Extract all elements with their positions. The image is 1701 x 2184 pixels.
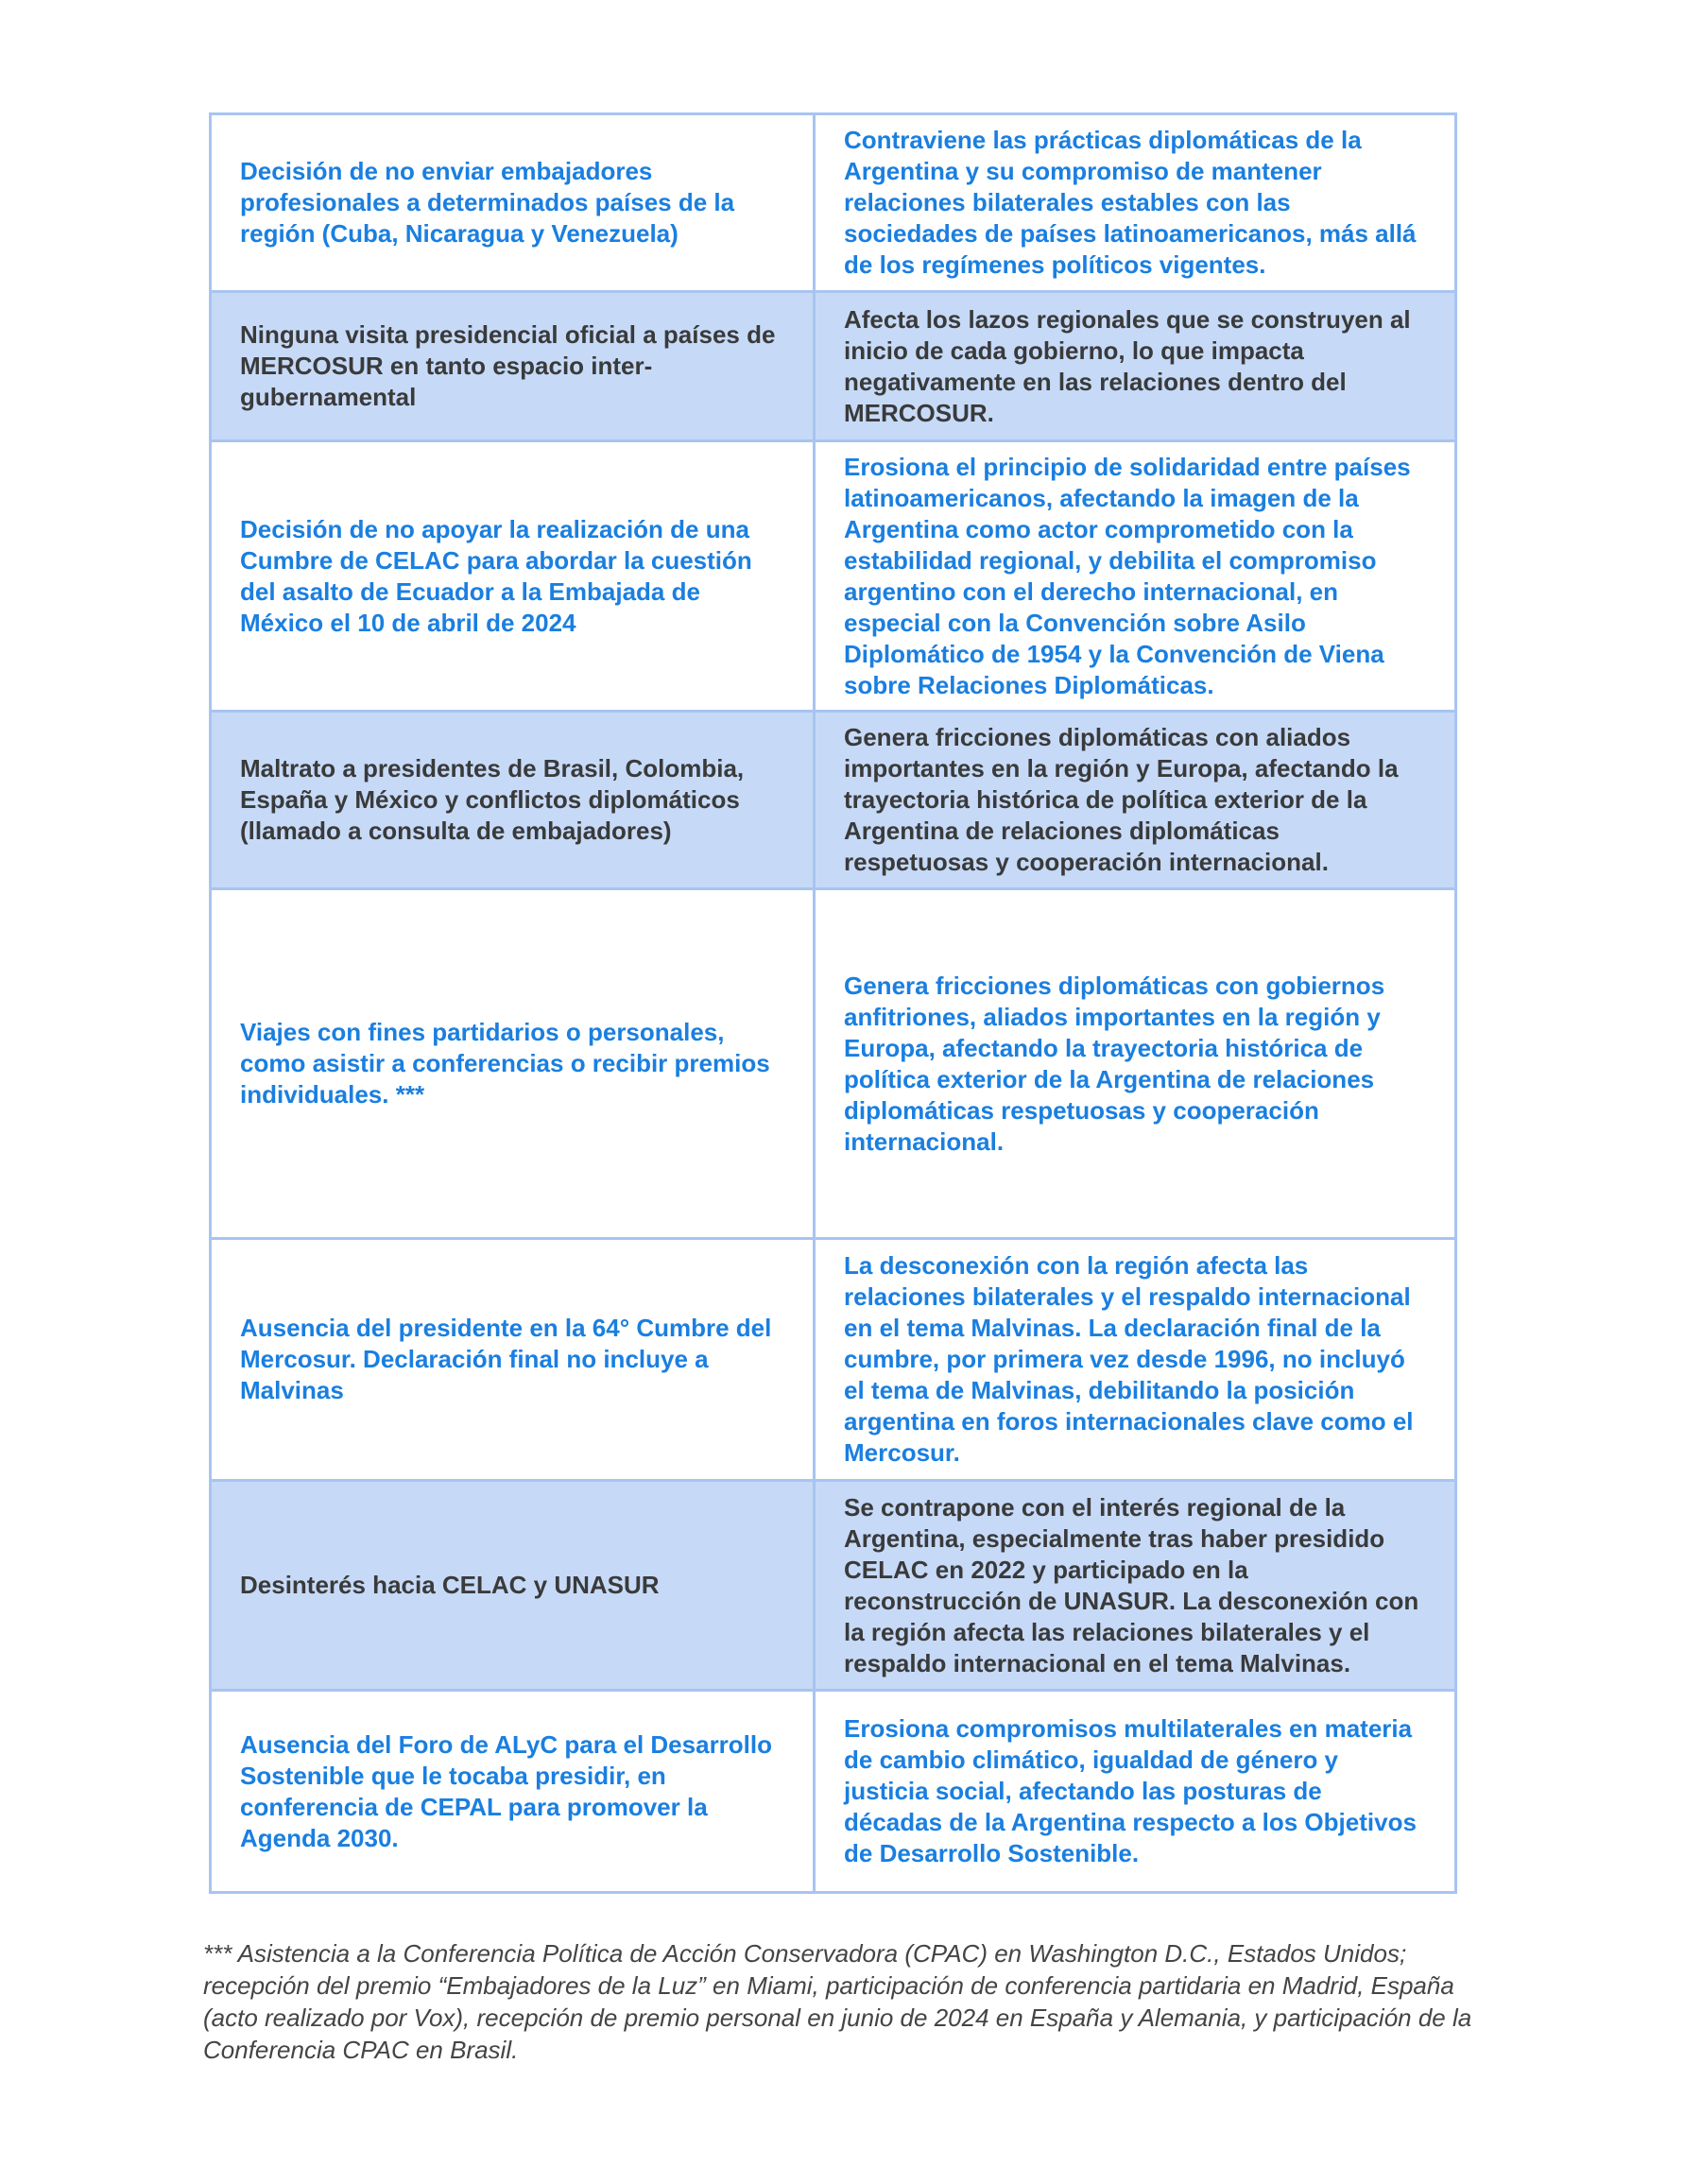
impact-text: Genera fricciones diplomáticas con aliados importantes en la región y Europa, afectando la trayectoria histórica de política exterior de la Argentina de relaciones diplomáticas respetuosas y cooperación internacional. (844, 723, 1399, 876)
action-cell (211, 1481, 815, 1691)
table-row (211, 1239, 1456, 1481)
impact-text: Afecta los lazos regionales que se construyen al inicio de cada gobierno, lo que impacta negativamente en las relaciones dentro del MERCOSUR. (844, 304, 1411, 427)
table-row (211, 1691, 1456, 1893)
action-text: Desinterés hacia CELAC y UNASUR (240, 1571, 660, 1599)
table-row (211, 114, 1456, 292)
impact-cell (815, 889, 1456, 1239)
table-row (211, 712, 1456, 889)
impact-text: Contraviene las prácticas diplomáticas de la Argentina y su compromiso de mantener relaciones bilaterales estables con las sociedades de países latinoamericanos, más allá de los regímenes políticos vigentes. (844, 126, 1417, 279)
impact-cell (815, 114, 1456, 292)
action-text: Decisión de no apoyar la realización de una Cumbre de CELAC para abordar la cuestión del asalto de Ecuador a la Embajada de México el 10 de abril de 2024 (240, 514, 752, 637)
impact-cell (815, 1481, 1456, 1691)
action-cell (211, 889, 815, 1239)
action-text: Ausencia del Foro de ALyC para el Desarrollo Sostenible que le tocaba presidir, en conferencia de CEPAL para promover la Agenda 2030. (240, 1729, 773, 1852)
action-text: Viajes con fines partidarios o personales, como asistir a conferencias o recibir premios individuales. *** (240, 1018, 770, 1109)
table-row (211, 441, 1456, 712)
action-cell (211, 712, 815, 889)
diplomatic-actions-table (209, 112, 1457, 1894)
action-cell (211, 1691, 815, 1893)
table-row (211, 889, 1456, 1239)
impact-cell (815, 1691, 1456, 1893)
impact-cell (815, 1239, 1456, 1481)
action-cell (211, 292, 815, 441)
action-text: Ausencia del presidente en la 64° Cumbre del Mercosur. Declaración final no incluye a Malvinas (240, 1314, 772, 1404)
table-row (211, 1481, 1456, 1691)
impact-cell (815, 292, 1456, 441)
action-cell (211, 114, 815, 292)
action-text: Decisión de no enviar embajadores profesionales a determinados países de la región (Cuba, Nicaragua y Venezuela) (240, 157, 735, 248)
impact-text: Erosiona compromisos multilaterales en materia de cambio climático, igualdad de género y justicia social, afectando las posturas de décadas de la Argentina respecto a los Objetivos de Desarrollo Sostenible. (844, 1714, 1417, 1867)
impact-cell (815, 441, 1456, 712)
action-text: Maltrato a presidentes de Brasil, Colombia, España y México y conflictos diplomáticos (llamado a consulta de embajadores) (240, 754, 745, 845)
action-cell (211, 1239, 815, 1481)
action-cell (211, 441, 815, 712)
impact-text: La desconexión con la región afecta las relaciones bilaterales y el respaldo internacional en el tema Malvinas. La declaración final de la cumbre, por primera vez desde 1996, no incluyó el tema de Malvinas, debilitando la posición argentina en foros internacionales clave como el Mercosur. (844, 1251, 1414, 1467)
table-row (211, 292, 1456, 441)
impact-text: Genera fricciones diplomáticas con gobiernos anfitriones, aliados importantes en la región y Europa, afectando la trayectoria histórica de política exterior de la Argentina de relaciones diplomáticas respetuosas y cooperación internacional. (844, 971, 1385, 1156)
impact-text: Se contrapone con el interés regional de la Argentina, especialmente tras haber presidido CELAC en 2022 y participado en la reconstrucción de UNASUR. La desconexión con la región afecta las relaciones bilaterales y el respaldo internacional en el tema Malvinas. (844, 1492, 1419, 1677)
footnote: *** Asistencia a la Conferencia Política de Acción Conservadora (CPAC) en Washington D.C., Estados Unidos; recepción del premio “Embajadores de la Luz” en Miami, participación de conferencia partidaria en Madrid, España (acto realizado por Vox), recepción de premio personal en junio de 2024 en España y Alemania, y participación de la Conferencia CPAC en Brasil. (203, 1939, 1472, 2064)
action-text: Ninguna visita presidencial oficial a países de MERCOSUR en tanto espacio inter-gubernamental (240, 320, 776, 411)
impact-cell (815, 712, 1456, 889)
impact-text: Erosiona el principio de solidaridad entre países latinoamericanos, afectando la imagen de la Argentina como actor comprometido con la estabilidad regional, y debilita el compromiso argentino con el derecho internacional, en especial con la Convención sobre Asilo Diplomático de 1954 y la Convención de Viena sobre Relaciones Diplomáticas. (844, 452, 1411, 699)
